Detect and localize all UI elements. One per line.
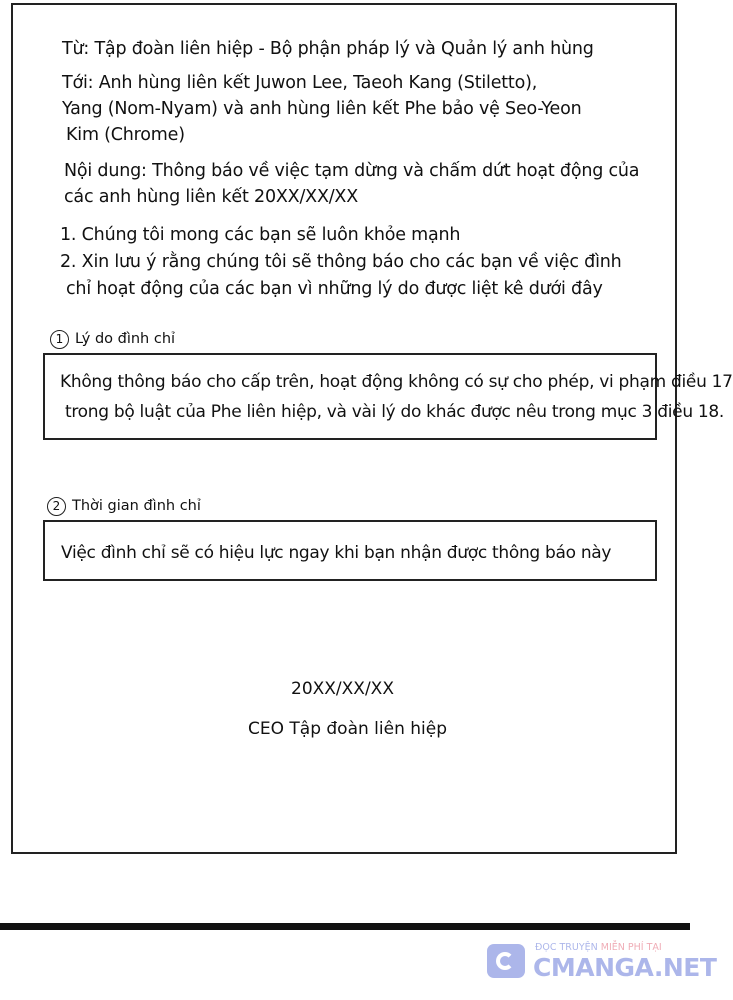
watermark-tagline-highlight: MIỄN PHÍ TẠI	[600, 942, 662, 953]
notice-point-2-cont: chỉ hoạt động của các bạn vì những lý do được liệt kê dưới đây	[66, 279, 603, 299]
notice-point-1: 1. Chúng tôi mong các bạn sẽ luôn khỏe mạnh	[60, 225, 461, 245]
notice-subject-line-1: Nội dung: Thông báo về việc tạm dừng và chấm dứt hoạt động của	[64, 161, 640, 181]
notice-to-line-2: Yang (Nom-Nyam) và anh hùng liên kết Phe bảo vệ Seo-Yeon	[62, 99, 582, 119]
section1-heading	[50, 329, 175, 349]
section1-label: Lý do đình chỉ	[75, 331, 176, 347]
notice-from: Từ: Tập đoàn liên hiệp - Bộ phận pháp lý và Quản lý anh hùng	[62, 39, 594, 59]
watermark	[487, 942, 717, 982]
notice-date: 20XX/XX/XX	[291, 679, 394, 699]
reason-line-2: trong bộ luật của Phe liên hiệp, và vài lý do khác được nêu trong mục 3 điều 18.	[65, 402, 725, 422]
watermark-site-name: CMANGA.NET	[533, 953, 717, 982]
time-line-1: Việc đình chỉ sẽ có hiệu lực ngay khi bạn nhận được thông báo này	[61, 543, 612, 563]
section2-label: Thời gian đình chỉ	[72, 498, 201, 514]
notice-subject-line-2: các anh hùng liên kết 20XX/XX/XX	[64, 187, 359, 207]
section1-number-badge: 1	[50, 330, 69, 349]
reason-line-1: Không thông báo cho cấp trên, hoạt động không có sự cho phép, vi phạm điều 17	[60, 372, 733, 392]
section2-heading	[47, 496, 201, 516]
suspension-time-box	[43, 520, 657, 581]
notice-to-line-3: Kim (Chrome)	[66, 125, 185, 145]
suspension-reason-box	[43, 353, 733, 440]
notice-point-2: 2. Xin lưu ý rằng chúng tôi sẽ thông báo cho các bạn về việc đình	[60, 252, 622, 272]
section2-number-badge: 2	[47, 497, 66, 516]
c-logo-icon	[487, 944, 525, 978]
watermark-tagline-text: ĐỌC TRUYỆN	[535, 942, 598, 953]
notice-to-line-1: Tới: Anh hùng liên kết Juwon Lee, Taeoh Kang (Stiletto),	[62, 73, 538, 93]
page-divider	[0, 923, 690, 930]
notice-signature: CEO Tập đoàn liên hiệp	[248, 719, 448, 739]
